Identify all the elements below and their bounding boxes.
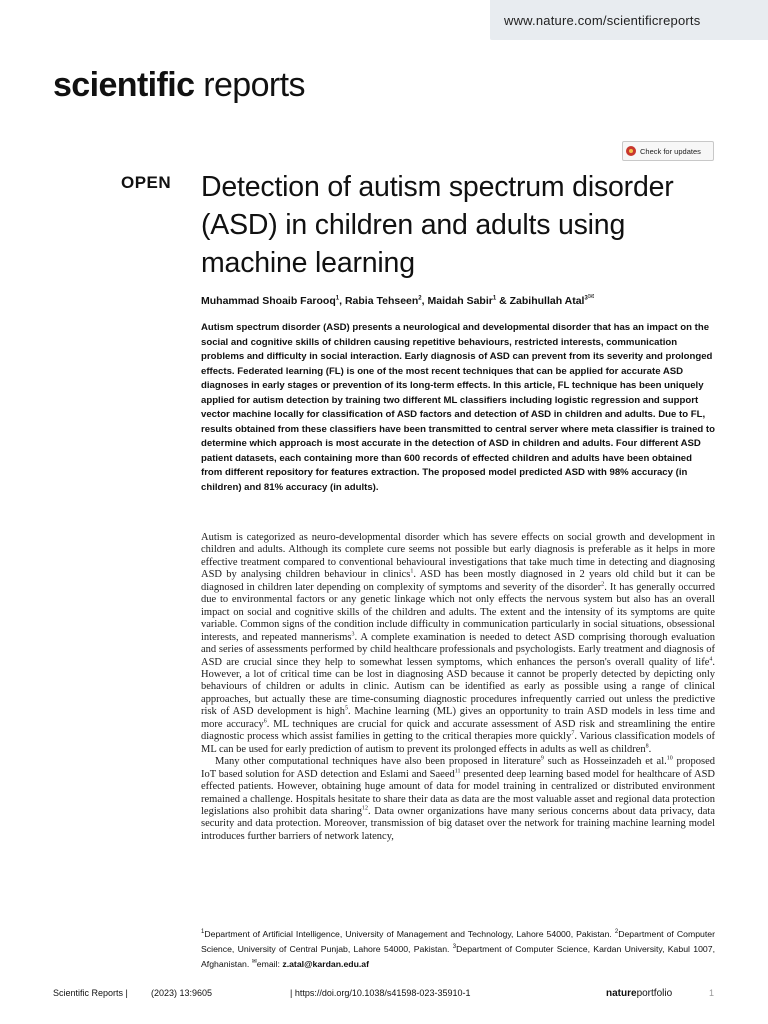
author-affiliation-mark: 2 [418,295,422,301]
text-run: . Machine learning (ML) gives an opportunity to train ASD models in less time and more accuracy [201,706,716,730]
article-title: Detection of autism spectrum disorder (ASD) in children and adults using machine learning [201,171,674,279]
author-name: Rabia Tehseen [344,294,419,307]
footer-journal: Scientific Reports | [53,988,128,998]
body-paragraph [201,532,715,756]
citation-superscript[interactable]: ✉ [251,959,257,966]
citation-superscript[interactable]: 3 [452,944,457,951]
corresponding-author-icon[interactable]: ✉ [587,292,595,301]
text-run: such as Hosseinzadeh et al. [543,756,667,768]
text-run: Department of Artificial Intelligence, University of Management and Technology, Lahore 54000, Pakistan. [204,929,615,939]
email-link[interactable]: z.atal@kardan.edu.af [282,959,370,969]
text-run: . ML techniques are crucial for quick and accurate assessment of ASD risk and streamlining the entire diagnostic process which assist families in getting to the critical therapies more quickly [201,718,716,743]
text-run: Many other computational techniques have also been proposed in literature [215,756,541,768]
crossmark-icon [626,146,636,156]
text-run: . It has generally occurred due to environmental factors or any genetic linkage which not only effects the nervous system but also has an overall impact on social and cognitive skills of the children and adults. The extent and the intensity of its symptoms are quite variable. Common signs of the condition include difficulty in communication particularly in social situations, obsessional interests, and repeated mannerisms [201,581,715,643]
author-separator: & [496,294,510,307]
affiliations [201,927,715,972]
portfolio-bold: nature [606,988,637,999]
portfolio-light: portfolio [636,988,673,999]
citation-superscript[interactable]: 4 [709,656,713,663]
body-paragraph [201,756,715,843]
text-run: email: [256,959,283,969]
citation-superscript[interactable]: 8 [645,743,649,750]
abstract: Autism spectrum disorder (ASD) presents a neurological and developmental disorder that has an impact on the social and cognitive skills of children causing repetitive behaviours, restricted interests, communication problems and difficulty in social interaction. Early diagnosis of ASD can prevent from its severity and prolonged effects. Federated learning (FL) is one of the most recent techniques that can be applied for accurate ASD diagnoses in early stages or prevention of its long-term effects. In this article, FL technique has been uniquely applied for autism detection by training two different ML classifiers including logistic regression and support vector machine locally for classification of ASD factors and detection of ASD in children and adults. Due to FL, results obtained from these classifiers have been transmitted to central server where meta classifier is trained to determine which approach is most accurate in the detection of ASD in children and adults. Four different ASD patient datasets, each containing more than 600 records of effected children and adults have been obtained from different repository for features extraction. The proposed model predicted ASD with 98% accuracy (in children) and 81% accuracy (in adults). [201,322,715,493]
citation-superscript[interactable]: 2 [601,581,605,588]
citation-superscript[interactable]: 11 [454,768,461,775]
citation-superscript[interactable]: 1 [201,929,205,936]
footer-year-volume: (2023) 13:9605 [151,988,213,998]
text-run: . [648,743,652,755]
citation-superscript[interactable]: 6 [263,718,267,725]
author-name: Zabihullah Atal [509,294,585,307]
author-separator: , [421,294,428,307]
citation-superscript[interactable]: 7 [571,730,575,737]
footer-doi-link[interactable]: | https://doi.org/10.1038/s41598-023-35910-1 [290,988,471,998]
text-run: presented deep learning based model for healthcare of ASD effected patients. However, obtaining huge amount of data for model training in centralized or distributed environment remained a challenge. Hospitals hesitate to share their data as data are the most valuable asset and regional data protection legislations also prohibit data sharing [201,768,716,817]
brand-light: reports [194,66,305,104]
citation-superscript[interactable]: 2 [614,929,619,936]
page-footer [53,988,715,1004]
journal-url[interactable]: www.nature.com/scientificreports [504,13,701,28]
author-affiliation-mark: 1 [335,295,340,301]
text-run: Department of Computer Science, University of Central Punjab, Lahore 54000, Pakistan. [201,929,715,954]
check-updates-label: Check for updates [640,146,701,156]
nature-portfolio-logo [606,988,673,999]
text-run: . However, a lot of critical time can be lost in diagnosing ASD because it cannot be properly detected by depicting only behaviours of children or adults in clinic. Autism can be identified as early as possible using a range of clinical approaches, but actually these are time-consuming diagnostic procedures infrequently carried out unless the predictive risk of ASD development is high [201,656,715,718]
page-number: 1 [709,988,715,998]
text-run: Department of Computer Science, Kardan University, Kabul 1007, Afghanistan. [201,944,716,969]
check-for-updates-button[interactable] [622,141,714,161]
text-run: . ASD has been mostly diagnosed in 2 years old child but it can be diagnosed in children later depending on complexity of symptoms and severity of the disorder [201,569,715,593]
text-run: Autism is categorized as neuro-developmental disorder which has severe effects on social growth and development in children and adults. Although its complete cure seems not possible but early diagnosis is preferable as it helps in more effective treatment compared to conventional behavioural investigations that take much time in detecting and diagnosing ASD by analysing children behaviour in clinics [201,532,715,581]
journal-url-bar [490,0,768,40]
authors-inline [201,295,588,307]
citation-superscript[interactable]: 3 [351,631,355,638]
citation-superscript[interactable]: 1 [410,568,414,575]
text-run: . Various classification models of ML can be used for early prediction of autism to prevent its prolonged effects in adults as well as children [201,731,715,755]
journal-brand [53,66,305,105]
author-name: Maidah Sabir [427,294,493,307]
citation-superscript[interactable]: 10 [666,755,673,762]
author-name: Muhammad Shoaib Farooq [201,294,336,307]
author-separator: , [339,294,345,307]
author-affiliation-mark: 1 [492,295,497,301]
citation-superscript[interactable]: 9 [540,755,544,762]
body-text [201,532,715,843]
author-list [201,292,595,307]
open-access-label: OPEN [121,173,172,192]
citation-superscript[interactable]: 12 [361,805,368,812]
citation-superscript[interactable]: 5 [344,705,348,712]
author-affiliation-mark: 3 [584,295,588,301]
text-run: proposed IoT based solution for ASD detection and Eslami and Saeed [201,756,715,780]
text-run: . Data owner organizations have many serious concerns about data privacy, data security and data protection. Moreover, transmission of big dataset over the network for training machine learning model introduces further barriers of network latency, [201,805,715,842]
brand-bold: scientific [53,66,195,104]
text-run: . A complete examination is needed to detect ASD comprising thorough evaluation and series of assessments performed by child healthcare professionals and psychologists. Early treatment and diagnosis of ASD are crucial since they help to somewhat lessen symptoms, which enhances the person's overall quality of life [201,631,716,668]
